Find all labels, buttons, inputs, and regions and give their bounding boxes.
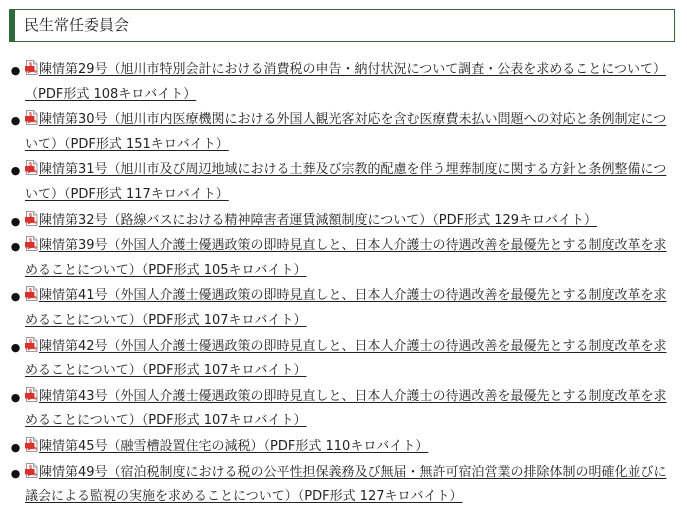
document-link-label: 陳情第42号（外国人介護士優遇政策の即時見直しと、日本人介護士の待遇改善を最優先とする制度改革を求めることについて）（PDF形式 107キロバイト） xyxy=(25,338,667,379)
document-link-label: 陳情第29号（旭川市特別会計における消費税の申告・納付状況について調査・公表を求めることについて）（PDF形式 108キロバイト） xyxy=(25,62,667,102)
pdf-icon xyxy=(25,110,38,125)
document-link[interactable] xyxy=(25,339,667,379)
document-list-item xyxy=(9,385,679,434)
bullet-icon: ● xyxy=(10,340,21,354)
document-link-label: 陳情第39号（外国人介護士優遇政策の即時見直しと、日本人介護士の待遇改善を最優先とする制度改革を求めることについて）（PDF形式 105キロバイト） xyxy=(25,238,667,278)
pdf-icon xyxy=(25,437,38,452)
document-list-item xyxy=(9,158,679,207)
pdf-icon xyxy=(25,211,38,226)
document-list-item xyxy=(9,234,679,283)
bullet-icon: ● xyxy=(10,114,21,128)
section-title: 民生常任委員会 xyxy=(24,16,130,34)
document-link-label: 陳情第32号（路線バスにおける精神障害者運賃減額制度について）（PDF形式 129キロバイト） xyxy=(39,212,598,228)
document-link-label: 陳情第45号（融雪槽設置住宅の減税）（PDF形式 110キロバイト） xyxy=(39,438,429,454)
bullet-icon: ● xyxy=(10,64,21,77)
pdf-icon xyxy=(25,387,38,402)
document-link-label: 陳情第30号（旭川市内医療機関における外国人観光客対応を含む医療費未払い問題への対応と条例制定について）（PDF形式 151キロバイト） xyxy=(25,112,667,152)
document-list-item xyxy=(9,58,679,107)
document-link-label: 陳情第49号（宿泊税制度における税の公平性担保義務及び無届・無許可宿泊営業の排除体制の明確化並びに議会による監視の実施を求めることについて）（PDF形式 127キロバイト） xyxy=(25,464,667,505)
document-link[interactable] xyxy=(25,162,666,202)
pdf-icon xyxy=(25,236,38,251)
pdf-icon xyxy=(25,60,38,75)
document-link[interactable] xyxy=(25,213,597,228)
document-link[interactable] xyxy=(25,62,666,102)
document-list-item xyxy=(9,108,679,157)
pdf-icon xyxy=(25,160,38,175)
document-link-label: 陳情第31号（旭川市及び周辺地域における土葬及び宗教的配慮を伴う埋葬制度に関する方針と条例整備について）（PDF形式 117キロバイト） xyxy=(25,162,667,202)
section-header xyxy=(9,9,675,42)
bullet-icon: ● xyxy=(10,240,21,254)
document-list-item xyxy=(9,461,679,510)
bullet-icon: ● xyxy=(10,390,21,404)
document-link[interactable] xyxy=(25,288,667,328)
bullet-icon: ● xyxy=(10,214,21,228)
document-list-item xyxy=(9,209,679,234)
pdf-icon xyxy=(25,286,38,301)
bullet-icon: ● xyxy=(10,290,21,304)
document-link-label: 陳情第43号（外国人介護士優遇政策の即時見直しと、日本人介護士の待遇改善を最優先とする制度改革を求めることについて）（PDF形式 107キロバイト） xyxy=(25,388,667,429)
document-list xyxy=(9,58,679,511)
pdf-icon xyxy=(25,463,38,478)
pdf-icon xyxy=(25,337,38,352)
document-link[interactable] xyxy=(25,465,667,505)
document-list-item xyxy=(9,435,679,460)
document-link-label: 陳情第41号（外国人介護士優遇政策の即時見直しと、日本人介護士の待遇改善を最優先とする制度改革を求めることについて）（PDF形式 107キロバイト） xyxy=(25,288,667,328)
bullet-icon: ● xyxy=(10,466,21,480)
document-link[interactable] xyxy=(25,238,667,278)
document-link[interactable] xyxy=(25,112,666,152)
document-list-item xyxy=(9,284,679,333)
document-link[interactable] xyxy=(25,389,667,429)
document-list-item xyxy=(9,335,679,384)
bullet-icon: ● xyxy=(10,440,21,454)
document-link[interactable] xyxy=(25,439,428,454)
bullet-icon: ● xyxy=(10,164,21,178)
